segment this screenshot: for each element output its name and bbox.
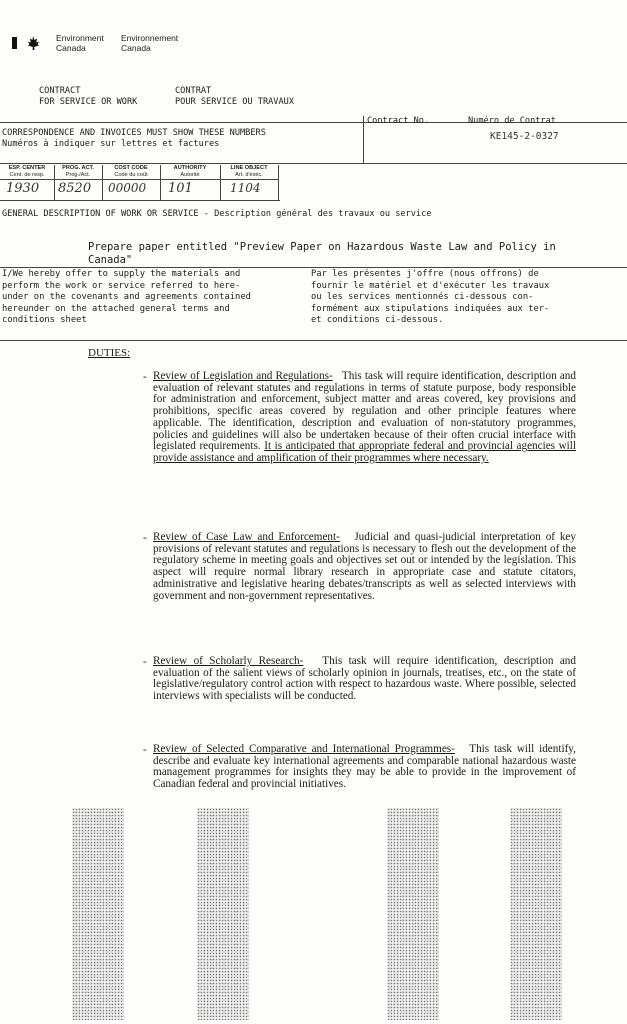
- agency-fr-line1: Environnement: [121, 33, 179, 43]
- code-header-authority: AUTHORITY Autorité: [173, 165, 207, 178]
- scan-noise-strip: [387, 808, 439, 1020]
- contract-fr-line1: CONTRAT: [175, 86, 212, 96]
- prog-act-value: 8520: [58, 181, 92, 196]
- agency-en-line2: Canada: [56, 43, 86, 53]
- contract-title-en: [39, 86, 137, 108]
- government-logo: [12, 34, 48, 52]
- correspondence-fr: Numéros à indiquer sur lettres et factures: [2, 139, 220, 149]
- numero-contrat-label: Numéro de Contrat: [468, 116, 556, 126]
- agency-name-en: [56, 33, 104, 53]
- duty-body-underlined: It is anticipated that appropriate federal and provincial agencies will provide assistance and amplification of their programmes where necessary.: [153, 440, 576, 464]
- work-description-line1: Prepare paper entitled "Preview Paper on Hazardous Waste Law and Policy in: [88, 241, 556, 253]
- offer-fr: Par les présentes j'offre (nous offrons) de fournir le matériel et d'exécuter les travaux ou les services mentionnés ci-dessous con- formément aux stipulations indiquées aux ter- et conditions ci-dessous.: [311, 269, 550, 326]
- duty-item-scholarly: [153, 656, 576, 703]
- scan-noise-strip: [197, 808, 249, 1020]
- divider: [0, 267, 627, 268]
- divider: [0, 340, 627, 341]
- agency-fr-line2: Canada: [121, 43, 151, 53]
- offer-en: I/We hereby offer to supply the materials and perform the work or service referred to here- under on the covenants and agreements contained hereunder on the attached general terms and conditions sheet: [2, 269, 251, 326]
- divider: [363, 116, 364, 164]
- contract-no-label: Contract No.: [367, 116, 430, 126]
- code-boxes: [0, 165, 280, 201]
- duty-body: Judicial and quasi-judicial interpretation of key provisions of relevant statutes and regulations is necessary to flesh out the development of the regulatory scheme in meeting goals and objectives set out or intended by the legislation. This aspect will require normal library research in appropriate case and statute citators, administrative and legislative hearing debates/transcripts as well as selected interviews with government and non-government representatives.: [153, 531, 576, 602]
- code-header-cost: COST CODE Code du coût: [114, 165, 148, 178]
- duties-heading: DUTIES:: [88, 347, 131, 359]
- divider: [0, 163, 627, 164]
- correspondence-notice: [2, 128, 266, 150]
- duty-title: Review of Selected Comparative and International Programmes-: [153, 743, 455, 755]
- duty-body: This task will identify, describe and evaluate key international agreements and comparable national hazardous waste management programmes for insights they may be able to provide in the improvement of Canadian federal and provincial initiatives.: [153, 743, 576, 791]
- duty-body: This task will require identification, description and evaluation of the salient views of scholarly opinion in journals, treatises, etc., on the state of legislative/regulatory control action with respect to hazardous waste. Where possible, selected interviews with specialists will be conducted.: [153, 655, 576, 703]
- contract-en-line1: CONTRACT: [39, 86, 81, 96]
- duty-item-international: [153, 744, 576, 791]
- contract-fr-line2: POUR SERVICE OU TRAVAUX: [175, 97, 294, 107]
- work-description-line2: Canada": [88, 254, 133, 266]
- duty-title: Review of Case Law and Enforcement-: [153, 531, 340, 543]
- resp-center-value: 1930: [6, 181, 40, 196]
- divider: [0, 200, 280, 201]
- general-description-label: GENERAL DESCRIPTION OF WORK OR SERVICE - Description général des travaux ou service: [2, 209, 432, 219]
- duty-body: This task will require identification, description and evaluation of relevant statutes and regulations in terms of statute purpose, body responsible for administration and enforcement, subject matter and areas covered, key provisions and prohibitions, specific areas covered by regulation and other principle features where applicable. The identification, description and evaluation of non-statutory programmes, policies and guidelines will also be undertaken because of their often crucial interface with legislated requirements.: [153, 370, 576, 453]
- correspondence-en: CORRESPONDENCE AND INVOICES MUST SHOW THESE NUMBERS: [2, 128, 266, 138]
- duty-title: Review of Scholarly Research-: [153, 655, 304, 667]
- cost-code-value: 00000: [108, 181, 147, 195]
- contract-number: KE145-2-0327: [490, 131, 559, 142]
- code-header-resp: ESP. CENTER Cent. de resp.: [8, 165, 46, 178]
- work-description: [88, 241, 556, 267]
- line-object-value: 1104: [230, 181, 261, 195]
- code-header-line-object: LINE OBJECT Art. d'exéc.: [230, 165, 268, 178]
- scan-noise-strip: [510, 808, 562, 1020]
- agency-name-fr: [121, 33, 178, 53]
- duty-title: Review of Legislation and Regulations-: [153, 370, 333, 382]
- duty-item-legislation: [153, 371, 576, 465]
- authority-value: 101: [168, 181, 193, 196]
- contract-en-line2: FOR SERVICE OR WORK: [39, 97, 138, 107]
- scan-noise-strip: [72, 808, 124, 1020]
- agency-en-line1: Environment: [56, 33, 104, 43]
- duty-item-case-law: [153, 532, 576, 602]
- code-header-prog: PROG. ACT. Prog./Act.: [62, 165, 94, 178]
- contract-title-fr: [175, 86, 294, 108]
